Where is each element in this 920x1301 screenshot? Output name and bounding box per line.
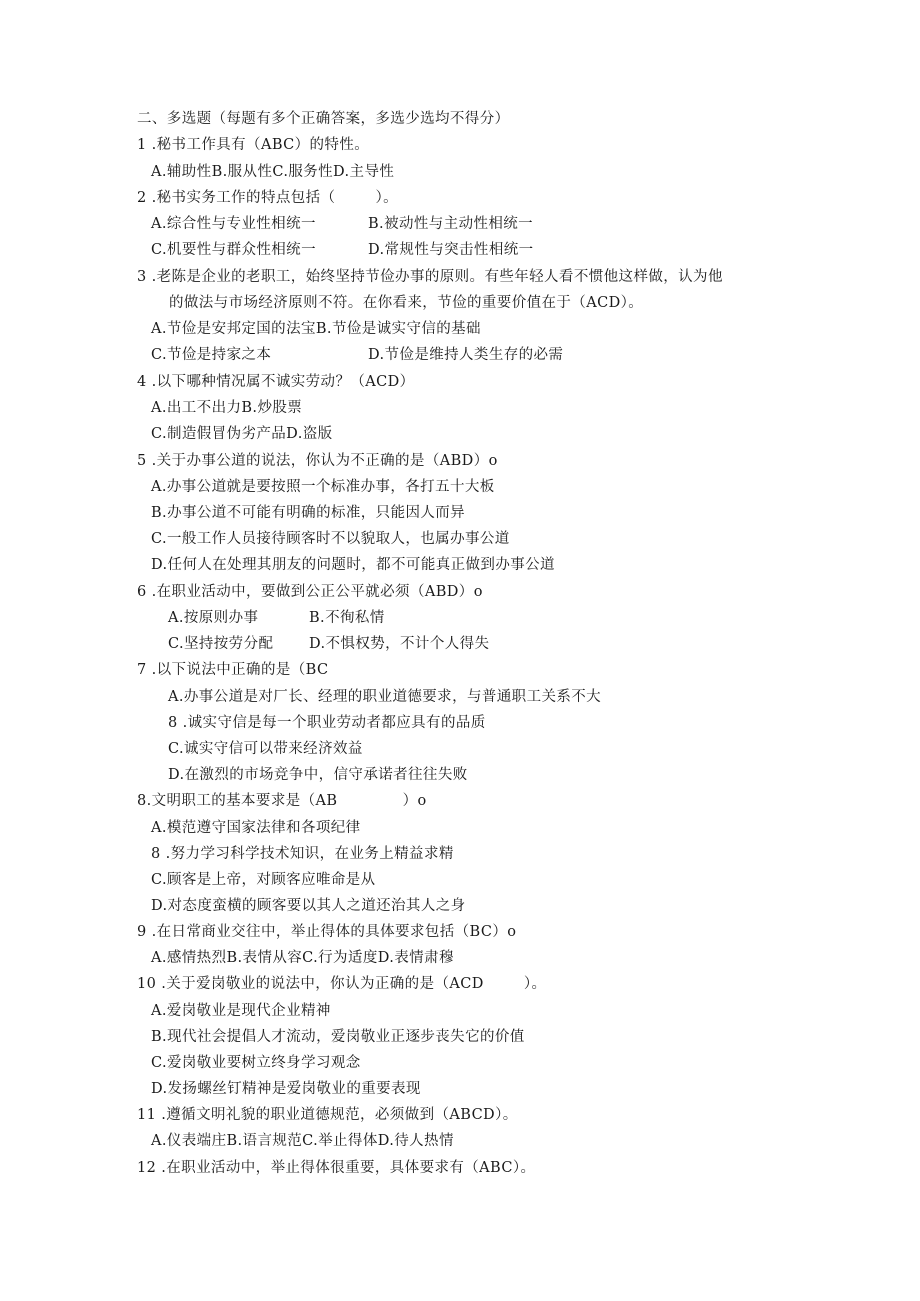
question-4-stem: 4 .以下哪种情况属不诚实劳动？（ACD） (137, 374, 415, 390)
question-6-option-d: D.不惧权势，不计个人得失 (309, 636, 490, 652)
question-7-option-b: 8 .诚实守信是每一个职业劳动者都应具有的品质 (168, 715, 486, 731)
question-5-option-c: C.一般工作人员接待顾客时不以貌取人，也属办事公道 (151, 531, 510, 547)
question-8-option-c: C.顾客是上帝，对顾客应唯命是从 (151, 872, 376, 888)
question-9-stem: 9 .在日常商业交往中，举止得体的具体要求包括（BC）o (137, 924, 517, 940)
question-5-option-d: D.任何人在处理其朋友的问题时，都不可能真正做到办事公道 (151, 557, 555, 573)
question-8-option-b: 8 .努力学习科学技术知识，在业务上精益求精 (151, 846, 454, 862)
question-4-options-ab: A.出工不出力B.炒股票 (151, 400, 303, 416)
question-3-stem-line-1: 3 .老陈是企业的老职工，始终坚持节俭办事的原则。有些年轻人看不惯他这样做，认为他 (137, 269, 723, 285)
question-8-option-a: A.模范遵守国家法律和各项纪律 (151, 820, 361, 836)
question-3-option-d: D.节俭是维持人类生存的必需 (368, 347, 564, 363)
question-11-stem: 11 .遵循文明礼貌的职业道德规范，必须做到（ABCD）。 (137, 1107, 518, 1123)
question-5-stem: 5 .关于办事公道的说法，你认为不正确的是（ABD）o (137, 453, 498, 469)
question-1-stem: 1 .秘书工作具有（ABC）的特性。 (137, 137, 370, 153)
question-2-option-d: D.常规性与突击性相统一 (368, 242, 534, 258)
question-6-option-c: C.坚持按劳分配 (168, 636, 274, 652)
question-6-stem: 6 .在职业活动中，要做到公正公平就必须（ABD）o (137, 584, 483, 600)
question-2-stem: 2 .秘书实务工作的特点包括（ ）。 (137, 190, 399, 206)
question-3-option-c: C.节俭是持家之本 (151, 347, 272, 363)
question-3-options-ab: A.节俭是安邦定国的法宝B.节俭是诚实守信的基础 (151, 321, 481, 337)
question-2-option-c: C.机要性与群众性相统一 (151, 242, 316, 258)
question-10-stem: 10 .关于爱岗敬业的说法中，你认为正确的是（ACD ）。 (137, 976, 547, 992)
question-8-stem: 8.文明职工的基本要求是（AB ）o (137, 793, 427, 809)
question-1-options: A.辅助性B.服从性C.服务性D.主导性 (151, 164, 395, 180)
question-7-option-a: A.办事公道是对厂长、经理的职业道德要求，与普通职工关系不大 (168, 689, 602, 705)
question-5-option-a: A.办事公道就是要按照一个标准办事，各打五十大板 (151, 479, 495, 495)
question-10-option-b: B.现代社会提倡人才流动，爱岗敬业正逐步丧失它的价值 (151, 1029, 525, 1045)
question-7-stem: 7 .以下说法中正确的是（BC (137, 662, 329, 678)
question-2-option-b: B.被动性与主动性相统一 (368, 216, 534, 232)
question-11-options: A.仪表端庄B.语言规范C.举止得体D.待人热情 (151, 1133, 454, 1149)
section-title: 二、多选题（每题有多个正确答案，多选少选均不得分） (137, 111, 510, 127)
question-12-stem: 12 .在职业活动中，举止得体很重要，具体要求有（ABC）。 (137, 1160, 536, 1176)
question-6-option-b: B.不徇私情 (309, 610, 385, 626)
question-3-stem-line-2: 的做法与市场经济原则不符。在你看来，节俭的重要价值在于（ACD）。 (169, 295, 644, 311)
question-10-option-a: A.爱岗敬业是现代企业精神 (151, 1003, 331, 1019)
question-2-option-a: A.综合性与专业性相统一 (151, 216, 316, 232)
question-6-option-a: A.按原则办事 (168, 610, 259, 626)
question-5-option-b: B.办事公道不可能有明确的标准，只能因人而异 (151, 505, 466, 521)
question-10-option-c: C.爱岗敬业要树立终身学习观念 (151, 1055, 361, 1071)
question-4-options-cd: C.制造假冒伪劣产品D.盗版 (151, 426, 333, 442)
question-7-option-d: D.在激烈的市场竞争中，信守承诺者往往失败 (168, 767, 468, 783)
question-10-option-d: D.发扬螺丝钉精神是爱岗敬业的重要表现 (151, 1081, 421, 1097)
question-9-options: A.感情热烈B.表情从容C.行为适度D.表情肃穆 (151, 950, 454, 966)
question-8-option-d: D.对态度蛮横的顾客要以其人之道还治其人之身 (151, 898, 466, 914)
question-7-option-c: C.诚实守信可以带来经济效益 (168, 741, 363, 757)
